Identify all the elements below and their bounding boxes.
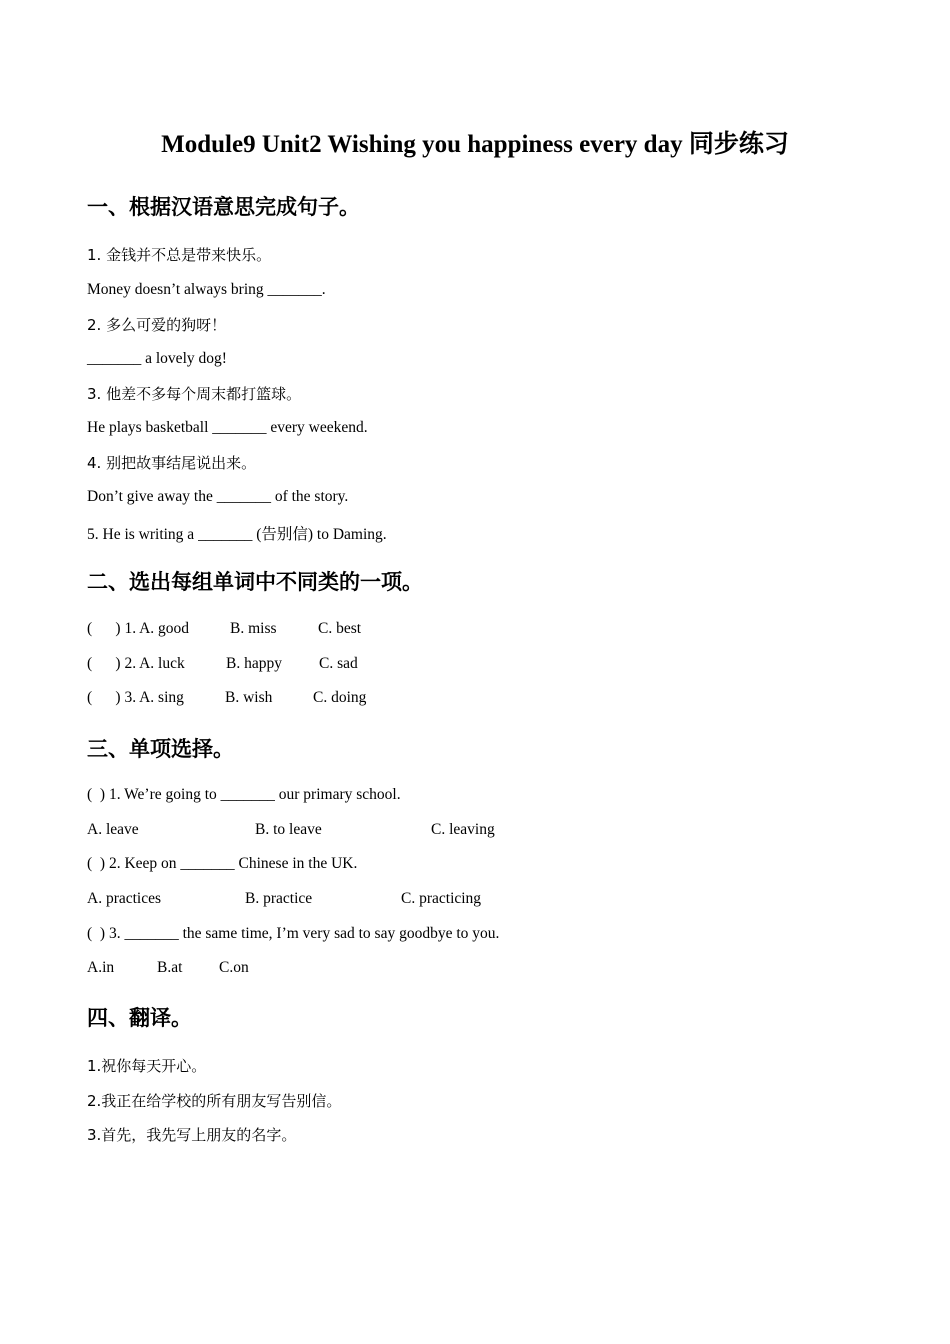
- s4-item-1: 1.祝你每天开心。: [87, 1057, 207, 1075]
- s1-item-2-chinese: 2. 多么可爱的狗呀！: [87, 316, 227, 334]
- s2-row-1-option-a: ( ) 1. A. good: [87, 620, 190, 637]
- s1-item-3-chinese: 3. 他差不多每个周末都打篮球。: [87, 385, 302, 403]
- s3-question-2: ( ) 2. Keep on _______ Chinese in the UK.: [87, 855, 358, 872]
- s1-item-1-english: Money doesn’t always bring _______.: [87, 281, 326, 298]
- s3-q3-option-b: B.at: [157, 959, 183, 976]
- worksheet-title: Module9 Unit2 Wishing you happiness every day 同步练习: [161, 131, 789, 158]
- section-2-heading: 二、选出每组单词中不同类的一项。: [87, 570, 423, 594]
- s2-row-2-option-a: ( ) 2. A. luck: [87, 655, 185, 672]
- s4-item-2: 2.我正在给学校的所有朋友写告别信。: [87, 1092, 342, 1110]
- s3-q2-option-c: C. practicing: [401, 890, 482, 907]
- s2-row-1-option-c: C. best: [318, 620, 362, 637]
- s4-item-3: 3.首先，我先写上朋友的名字。: [87, 1126, 297, 1144]
- s2-row-2-option-b: B. happy: [226, 655, 282, 672]
- s2-row-1-option-b: B. miss: [230, 620, 277, 637]
- s1-item-5: 5. He is writing a _______ (告别信) to Daming.: [87, 526, 387, 543]
- s3-q3-option-a: A.in: [87, 959, 115, 976]
- s3-q3-option-c: C.on: [219, 959, 249, 976]
- s3-q1-option-a: A. leave: [87, 821, 139, 838]
- s3-q2-option-b: B. practice: [245, 890, 313, 907]
- section-3-heading: 三、单项选择。: [87, 737, 234, 761]
- s2-row-3-option-c: C. doing: [313, 689, 367, 706]
- s2-row-3-option-b: B. wish: [225, 689, 273, 706]
- section-1-heading: 一、根据汉语意思完成句子。: [87, 195, 360, 219]
- s3-q1-option-b: B. to leave: [255, 821, 322, 838]
- s1-item-2-english: _______ a lovely dog!: [87, 350, 227, 367]
- s1-item-3-english: He plays basketball _______ every weekend.: [87, 419, 368, 436]
- section-4-heading: 四、翻译。: [87, 1006, 192, 1030]
- s3-question-1: ( ) 1. We’re going to _______ our primary school.: [87, 786, 401, 803]
- s3-q2-option-a: A. practices: [87, 890, 162, 907]
- s2-row-2-option-c: C. sad: [319, 655, 358, 672]
- s1-item-4-english: Don’t give away the _______ of the story.: [87, 488, 349, 505]
- s1-item-4-chinese: 4. 别把故事结尾说出来。: [87, 454, 257, 472]
- s1-item-1-chinese: 1. 金钱并不总是带来快乐。: [87, 246, 272, 264]
- s2-row-3-option-a: ( ) 3. A. sing: [87, 689, 184, 706]
- s3-question-3: ( ) 3. _______ the same time, I’m very sad to say goodbye to you.: [87, 925, 500, 942]
- s3-q1-option-c: C. leaving: [431, 821, 495, 838]
